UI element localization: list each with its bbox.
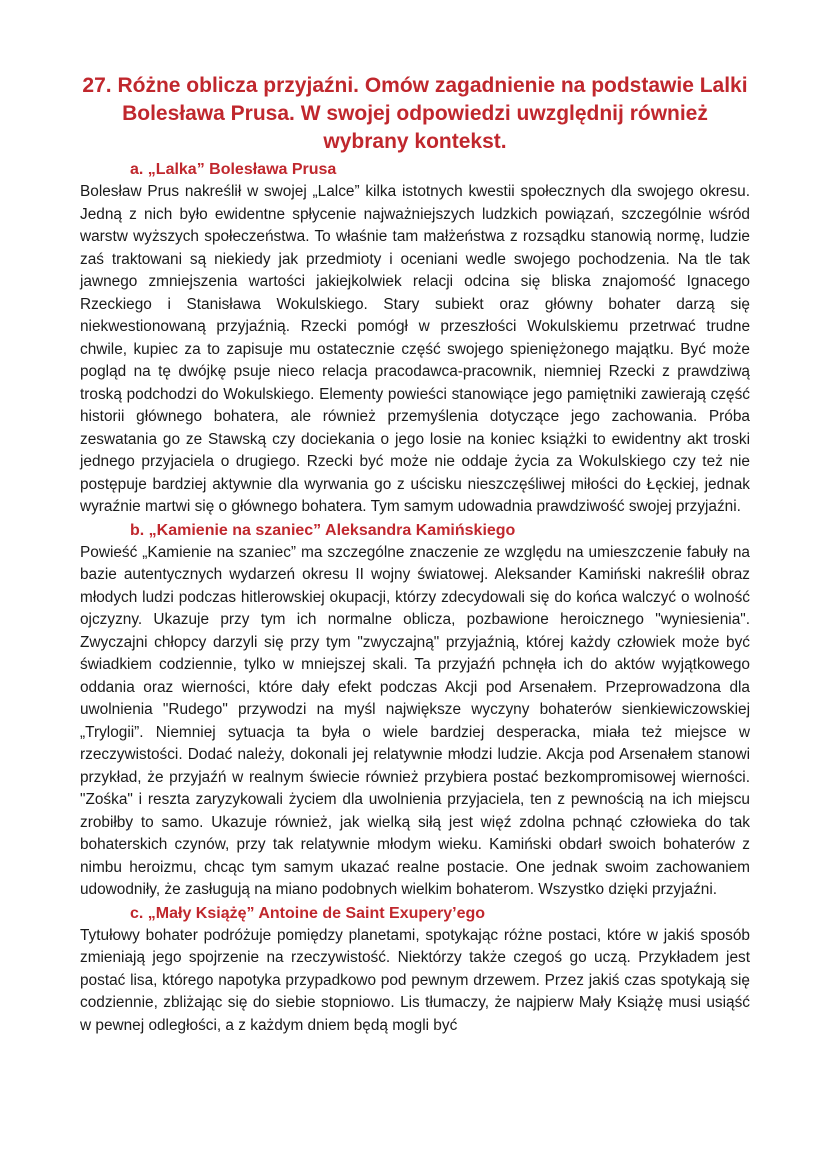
section-heading: b. „Kamienie na szaniec” Aleksandra Kamińskiego (130, 521, 516, 539)
section-paragraph: Tytułowy bohater podróżuje pomiędzy planetami, spotykając różne postaci, które w jakiś sposób zmieniają jego spojrzenie na rzeczywistość. Niektórzy także czegoś go uczą. Przykładem jest postać lisa, którego napotyka przypadkowo pod pewnym drzewem. Przez jakiś czas spotykają się codziennie, zbliżając się do siebie stopniowo. Lis tłumaczy, że najpierw Mały Książę musi usiąść w pewnej odległości, a z każdym dniem będą mogli być (80, 926, 750, 1034)
document-title: 27. Różne oblicza przyjaźni. Omów zagadnienie na podstawie Lalki Bolesława Prusa. W swojej odpowiedzi uwzględnij również wybrany kontekst. (82, 74, 748, 153)
section-lalka (80, 158, 750, 519)
document-page (80, 72, 750, 1037)
section-heading: a. „Lalka” Bolesława Prusa (130, 161, 337, 178)
section-paragraph: Powieść „Kamienie na szaniec” ma szczególne znaczenie ze względu na umieszczenie fabuły na bazie autentycznych wydarzeń okresu II wojny światowej. Aleksander Kamiński nakreślił obraz młodych ludzi podczas hitlerowskiej okupacji, którzy zdecydowali się do końca walczyć o wolność ojczyzny. Ukazuje przy tym ich normalne oblicza, pozbawione heroicznego "wyniesienia". Zwyczajni chłopcy darzyli się przy tym "zwyczajną" przyjaźnią, której każdy człowiek może być świadkiem codziennie, tylko w mniejszej skali. Ta przyjaźń pchnęła ich do aktów wyjątkowego oddania oraz wierności, które dały efekt podczas Akcji pod Arsenałem. Przeprowadzona dla uwolnienia "Rudego" przywodzi na myśl największe wyczyny bohaterów sienkiewiczowskiej „Trylogii”. Niemniej sytuacja ta była o wiele bardziej desperacka, miała też miejsce w rzeczywistości. Dodać należy, dokonali jej relatywnie młodzi ludzie. Akcja pod Arsenałem stanowi przykład, że przyjaźń w realnym świecie również przybiera postać bezkompromisowej wierności. "Zośka" i reszta zaryzykowali życiem dla uwolnienia przyjaciela, ten z pewnością na ich miejscu zrobiłby to samo. Ukazuje również, jak wielką siłą jest więź zdolna pchnąć człowieka do tak bohaterskich czynów, przy tak relatywnie młodym wieku. Kamiński obdarł swoich bohaterów z nimbu heroizmu, chcąc tym samym ukazać realne postacie. One jednak swoim zachowaniem udowodniły, że zasługują na miano podobnych wielkim bohaterom. Wszystko dzięki przyjaźni. (80, 543, 750, 898)
section-maly-ksiaze (80, 902, 750, 1038)
section-kamienie-na-szaniec (80, 519, 750, 902)
section-heading: c. „Mały Książę” Antoine de Saint Exupery’ego (130, 904, 486, 922)
section-paragraph: Bolesław Prus nakreślił w swojej „Lalce” kilka istotnych kwestii społecznych dla swojego okresu. Jedną z nich było ewidentne spłycenie najważniejszych ludzkich powiązań, szczególnie wśród warstw wyższych społeczeństwa. To właśnie tam małżeństwa z rozsądku stanowią normę, ludzie zaś traktowani są niekiedy jak przedmioty i oceniani wedle swojego pochodzenia. Na tle tak jawnego zmniejszenia wartości jakiejkolwiek relacji odcina się bliska znajomość Ignacego Rzeckiego i Stanisława Wokulskiego. Stary subiekt oraz główny bohater darzą się niekwestionowaną przyjaźnią. Rzecki pomógł w przeszłości Wokulskiemu przetrwać trudne chwile, kupiec za to zapisuje mu ostatecznie część swojego spieniężonego majątku. Być może pogląd na tę dwójkę psuje nieco relacja pracodawca-pracownik, niemniej Rzecki z prawdziwą troską podchodzi do Wokulskiego. Elementy powieści stanowiące jego pamiętniki zawierają część historii głównego bohatera, ale również przemyślenia dotyczące jego zachowania. Próba zeswatania go ze Stawską czy dociekania o jego losie na koniec książki to ewidentny akt troski jednego przyjaciela o drugiego. Rzecki być może nie oddaje życia za Wokulskiego czy też nie postępuje bardziej aktywnie dla wyrwania go z uścisku nieszczęśliwej miłości do Łęckiej, jednak wyraźnie martwi się o głównego bohatera. Tym samym udowadnia prawdziwość swojej przyjaźni. (80, 183, 750, 515)
